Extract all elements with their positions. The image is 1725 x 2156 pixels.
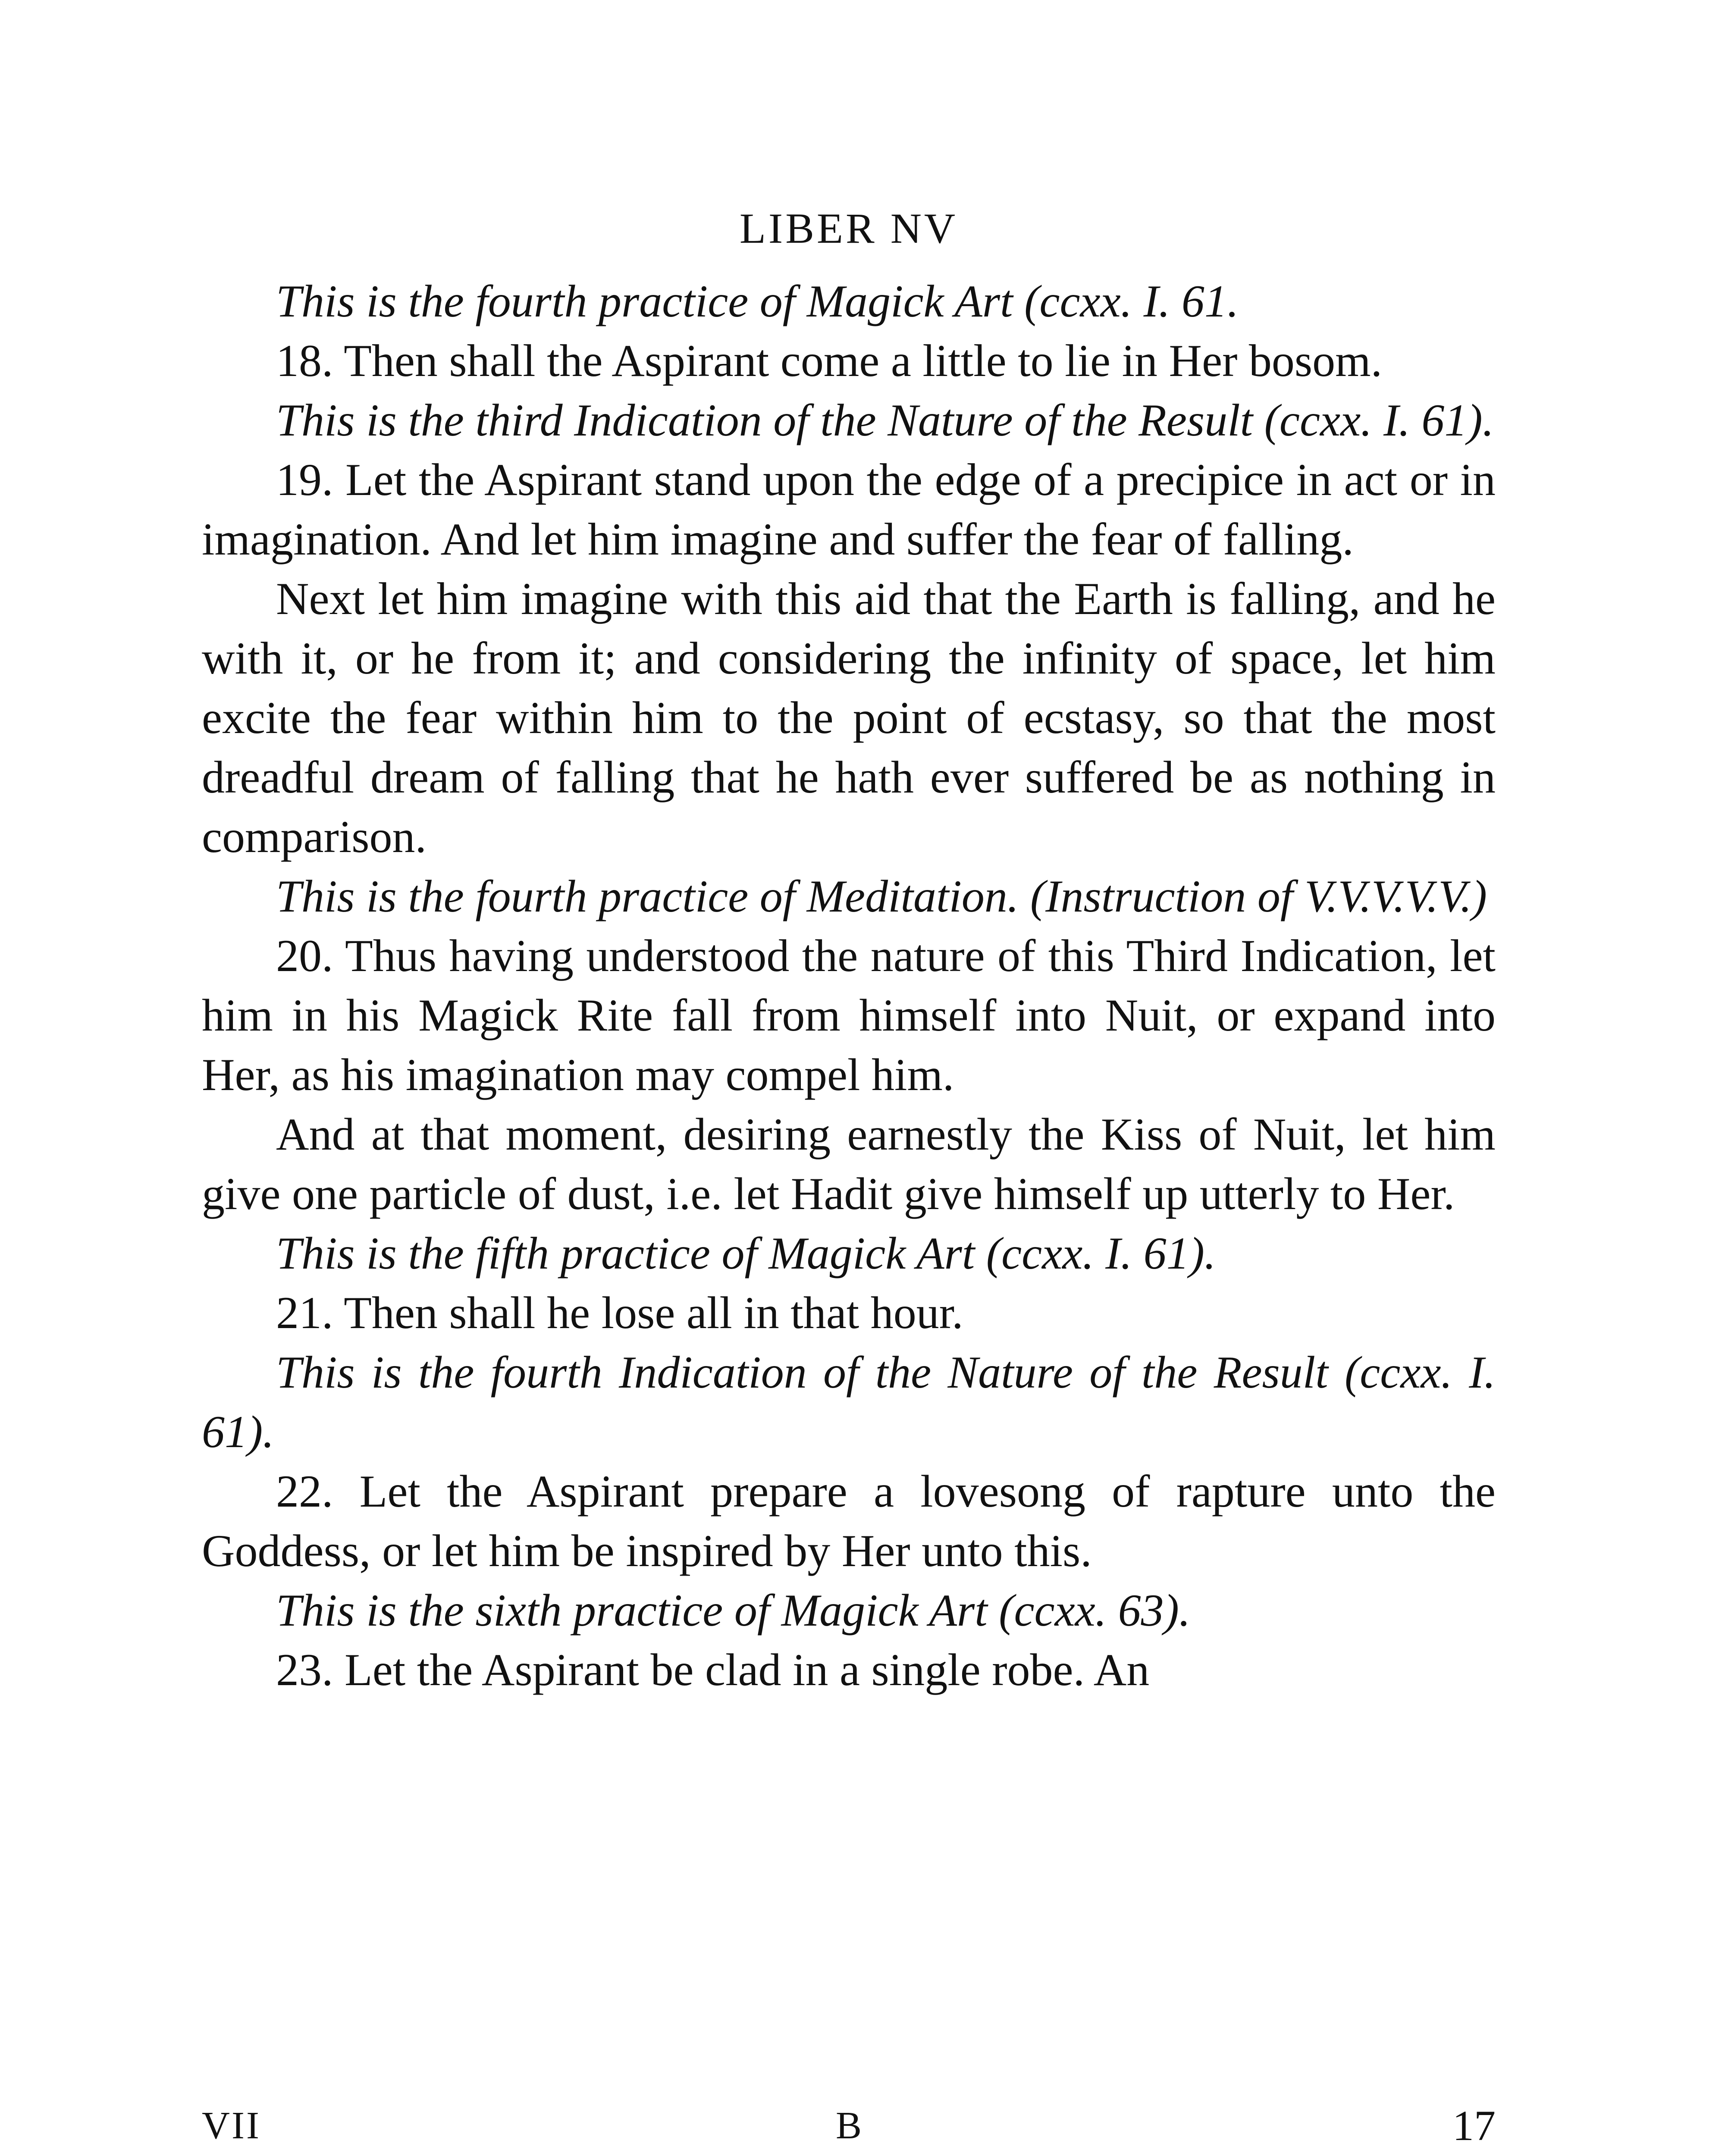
- paragraph: This is the sixth practice of Magick Art (ccxx. 63).: [276, 1585, 1191, 1636]
- paragraph: 23. Let the Aspirant be clad in a single robe. An: [276, 1645, 1150, 1695]
- paragraph: This is the fourth Indication of the Nature of the Result (ccxx. I. 61).: [202, 1347, 1496, 1457]
- paragraph: And at that moment, desiring earnestly the Kiss of Nuit, let him give one particle of dust, i.e. let Hadit give himself up utterly to Her.: [202, 1109, 1496, 1219]
- paragraph: 22. Let the Aspirant prepare a lovesong of rapture unto the Goddess, or let him be inspired by Her unto this.: [202, 1466, 1496, 1576]
- page-body: [202, 203, 1496, 1700]
- paragraph: Next let him imagine with this aid that the Earth is falling, and he with it, or he from it; and considering the infinity of space, let him excite the fear within him to the point of ecstasy, so that the most dreadful dream of falling that he hath ever suffered be as nothing in comparison.: [202, 573, 1496, 862]
- signature-mark-center: B: [835, 2104, 862, 2147]
- paragraph: 18. Then shall the Aspirant come a little to lie in Her bosom.: [276, 335, 1383, 386]
- paragraph: This is the third Indication of the Nature of the Result (ccxx. I. 61).: [276, 395, 1494, 445]
- paragraph: This is the fourth practice of Meditation. (Instruction of V.V.V.V.V.): [276, 871, 1487, 921]
- paragraph: This is the fourth practice of Magick Art (ccxx. I. 61.: [276, 276, 1239, 326]
- page-number: 17: [1452, 2102, 1496, 2150]
- paragraph: 21. Then shall he lose all in that hour.: [276, 1288, 963, 1338]
- running-title: LIBER NV: [739, 204, 958, 252]
- paragraph: 20. Thus having understood the nature of this Third Indication, let him in his Magick Rite fall from himself into Nuit, or expand into Her, as his imagination may compel him.: [202, 931, 1496, 1100]
- signature-mark-left: VII: [202, 2104, 261, 2147]
- text-block: [202, 272, 1496, 1700]
- paragraph: This is the fifth practice of Magick Art (ccxx. I. 61).: [276, 1228, 1216, 1279]
- paragraph: 19. Let the Aspirant stand upon the edge of a precipice in act or in imagination. And let him imagine and suffer the fear of falling.: [202, 454, 1496, 564]
- page-footer: [202, 2100, 1496, 2152]
